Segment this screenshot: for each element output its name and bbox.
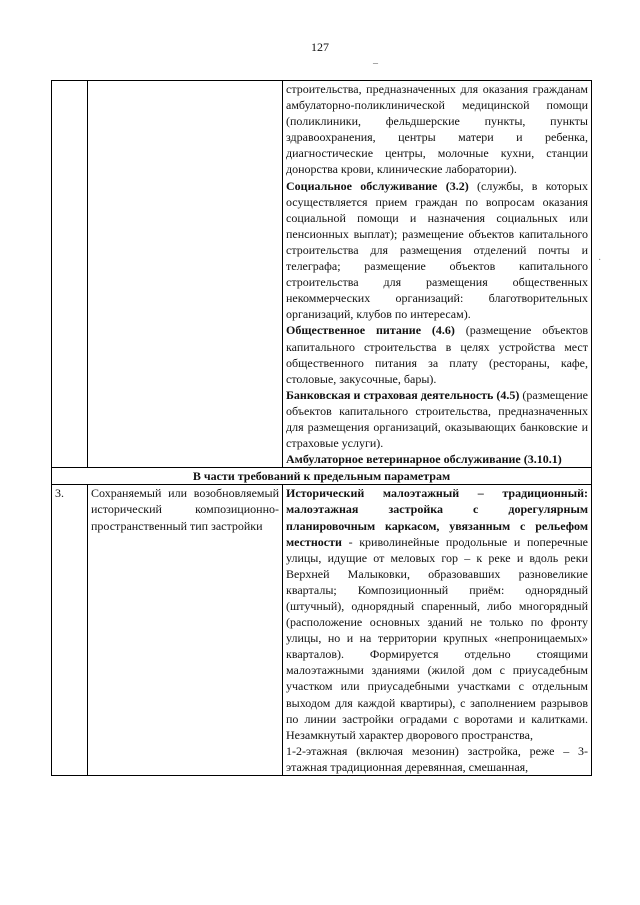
page-number: 127 <box>311 40 329 54</box>
row-content-cell <box>283 485 592 776</box>
paragraph-banking <box>286 387 588 451</box>
term-veterinary: Амбулаторное ветеринарное обслуживание (3.10.1) <box>286 452 562 467</box>
row-name: Сохраняемый или возобновляемый исторический композиционно-пространственный тип застройки <box>88 485 283 776</box>
row-name-cell <box>88 81 283 468</box>
paragraph-historical-type <box>286 485 588 743</box>
term-banking: Банковская и страховая деятельность (4.5) <box>286 387 520 402</box>
paragraph-catering <box>286 322 588 386</box>
term-social-service: Социальное обслуживание (3.2) <box>286 178 469 193</box>
paragraph-social-service <box>286 178 588 323</box>
row-number-cell <box>52 81 88 468</box>
paragraph-medical: строительства, предназначенных для оказания гражданам амбулаторно-поликлинической медицинской помощи (поликлиники, фельдшерские пункты, пункты здравоохранения, центры матери и ребенка, диагностические центры, молочные кухни, станции донорства крови, клинические лаборатории). <box>286 82 588 177</box>
section-header: В части требований к предельным параметрам <box>52 468 592 485</box>
description-social-service: (службы, в которых осуществляется прием граждан по вопросам оказания социальной помощи и назначения социальных или пенсионных выплат); размещение объектов капитального строительства для размещения отделений почты и телеграфа; размещение объектов капитального строительства для размещения общественных некоммерческих организаций: благотворительных организаций, клубов по интересам). <box>286 178 588 322</box>
margin-tick: · <box>598 255 602 266</box>
term-historical-type: Исторический малоэтажный – традиционный: малоэтажная застройка с дорегулярным планировочным каркасом, увязанным с рельефом местности <box>286 486 588 549</box>
page-mark: – <box>373 58 378 69</box>
description-banking: (размещение объектов капитального строительства, предназначенных для размещения организаций, оказывающих банковские и страховые услуги). <box>286 387 588 451</box>
description-historical-type: - криволинейные продольные и поперечные улицы, идущие от меловых гор – к реке и вдоль реки Верхней Малыковки, образовавших разновеликие кварталы; Композиционный приём: однорядный (штучный), однорядный спаренный, либо многорядный (расположение основных зданий не только по фронту улицы, но и на территории крупных «непроницаемых» кварталов). Формируется отдельно стоящими малоэтажными зданиями (жилой дом с приусадебным участком или приусадебными участками с отдельным выходом для каждой квартиры), с заполнением разрывов по линии застройки оградами с воротами и калитками. Незамкнутый характер дворового пространства, <box>286 534 588 742</box>
regulations-table <box>51 80 592 776</box>
paragraph-storeys: 1-2-этажная (включая мезонин) застройка, реже – 3-этажная традиционная деревянная, смешанная, <box>286 743 588 774</box>
row-content-cell <box>283 81 592 468</box>
description-catering: (размещение объектов капитального строительства в целях устройства мест общественного питания за плату (рестораны, кафе, столовые, закусочные, бары). <box>286 323 589 386</box>
row-number: 3. <box>52 485 88 776</box>
section-header-row <box>52 468 592 485</box>
table-row <box>52 485 592 776</box>
term-catering: Общественное питание (4.6) <box>286 323 455 338</box>
table-row <box>52 81 592 468</box>
